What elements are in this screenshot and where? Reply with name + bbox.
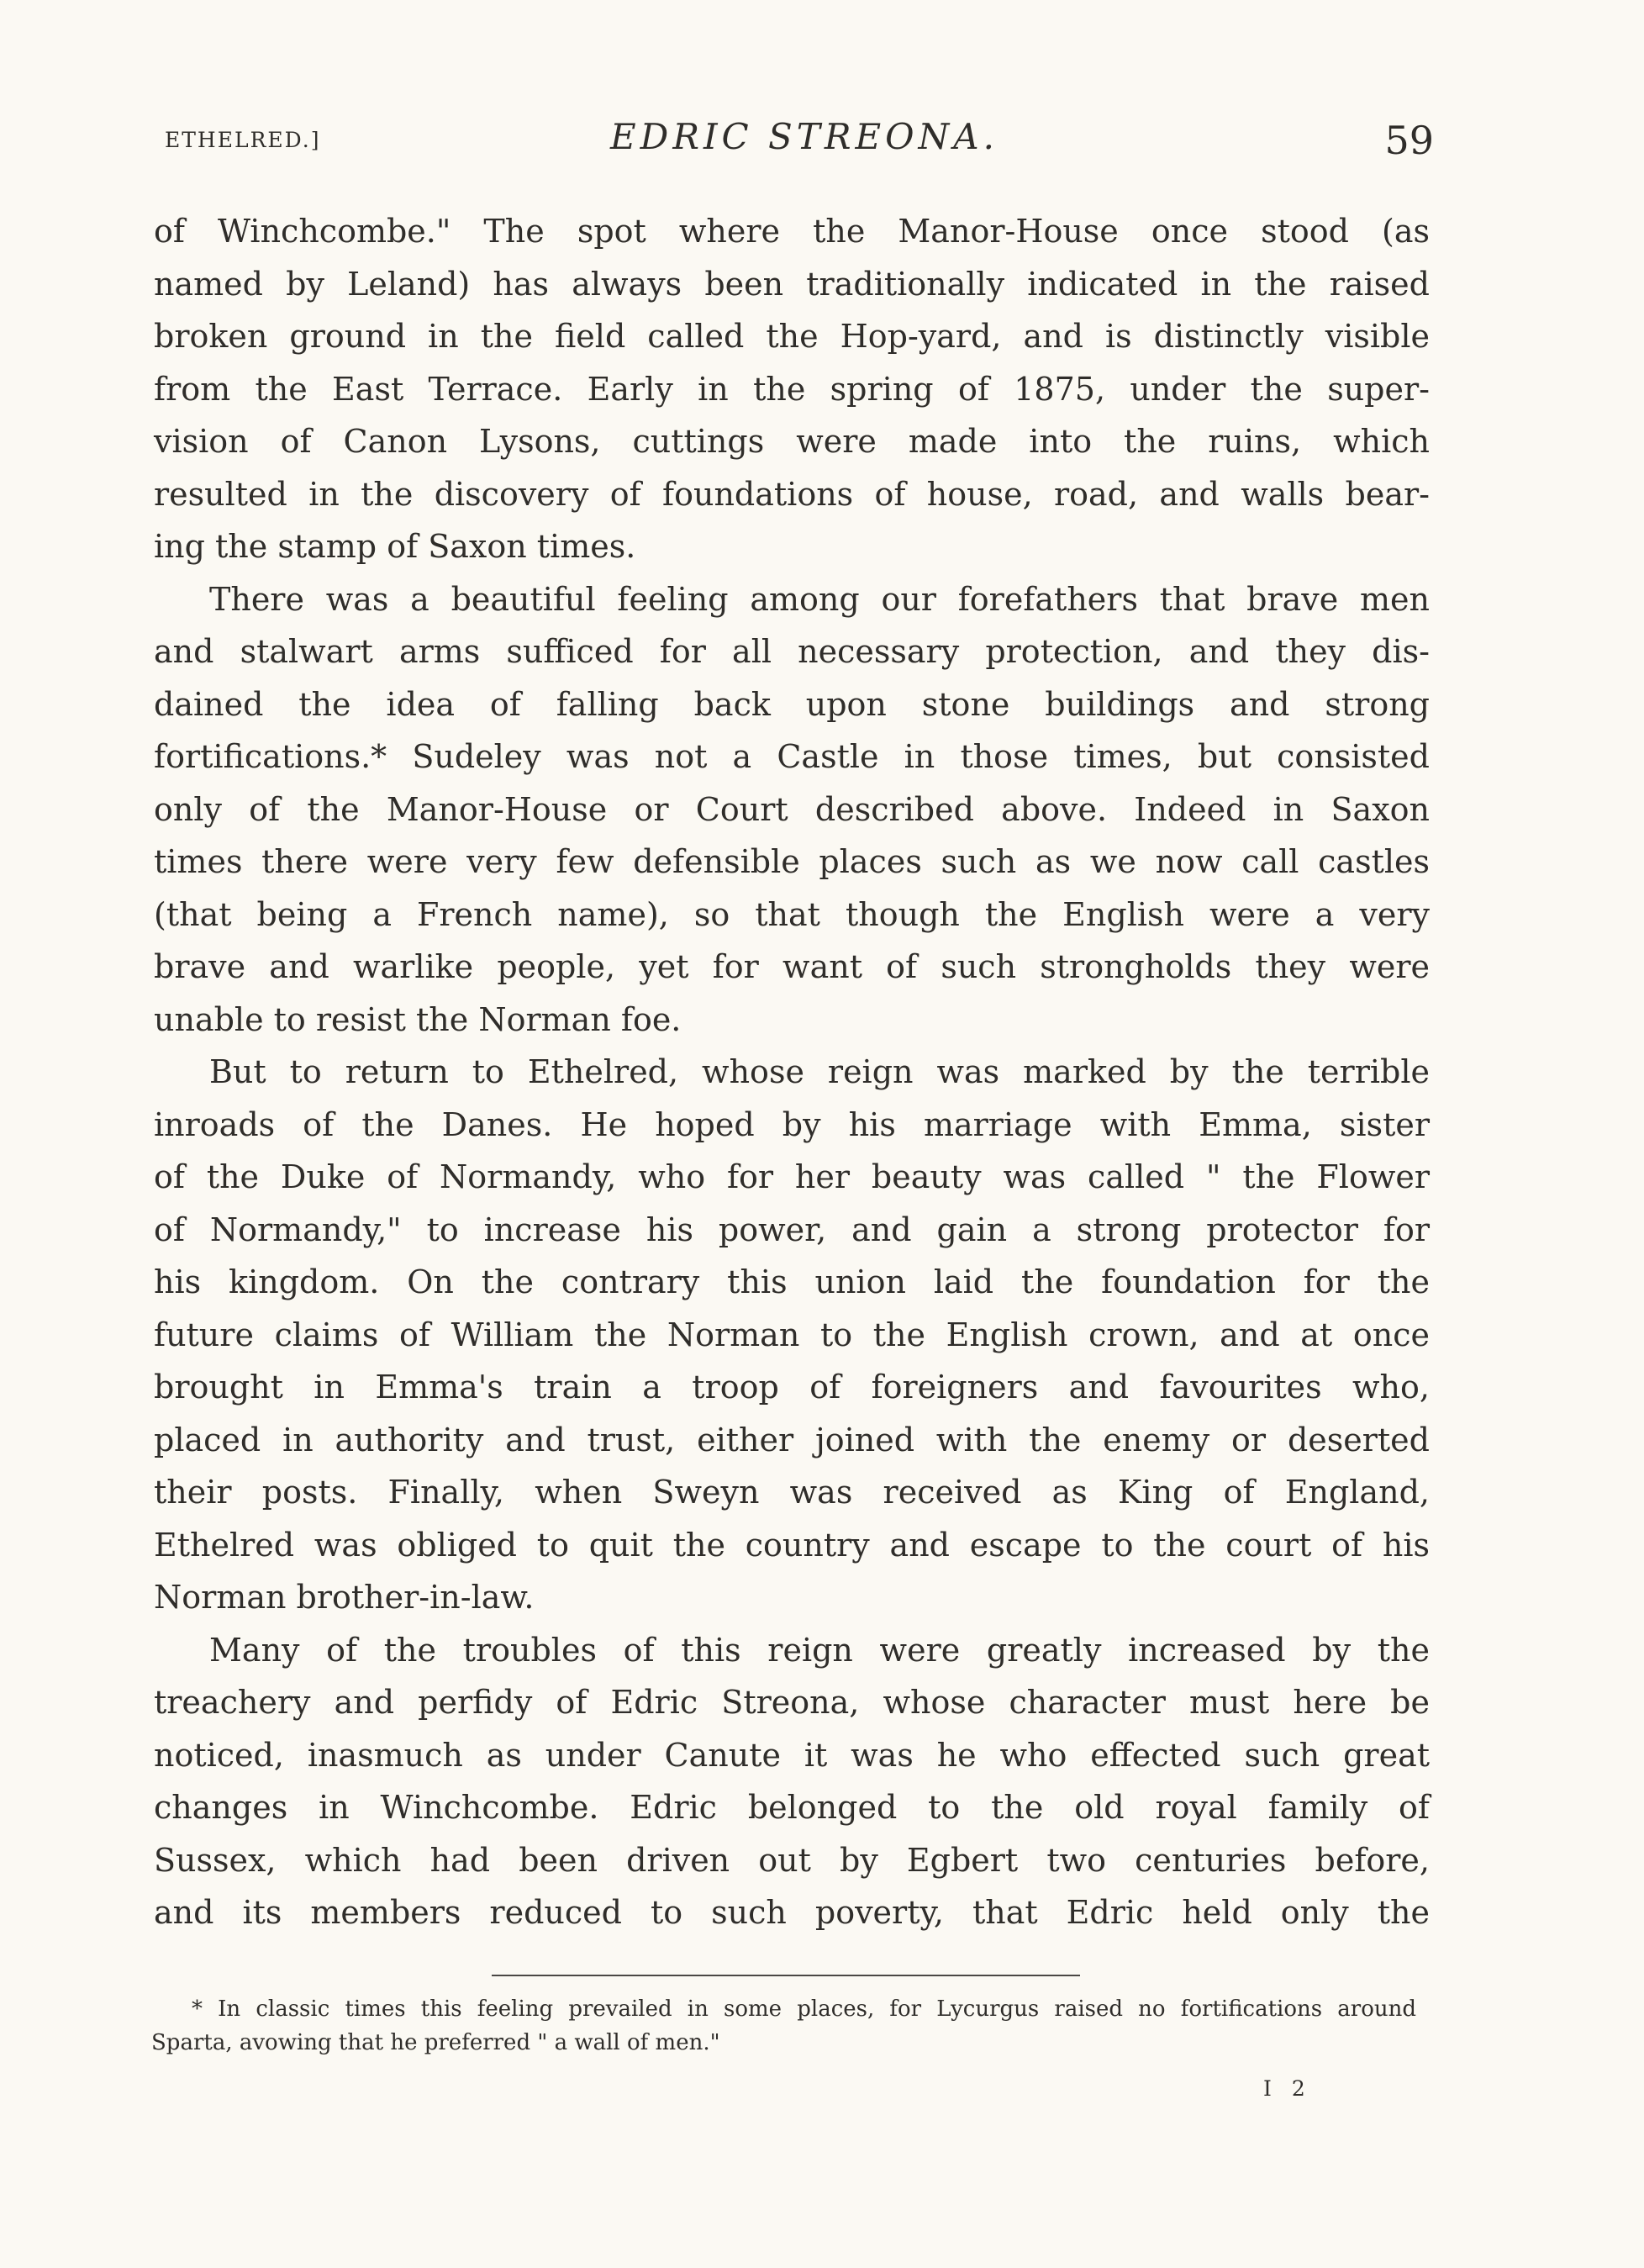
body-line: and stalwart arms sufficed for all necessary protection, and they dis- [154, 633, 1430, 670]
running-head [165, 116, 1434, 166]
body-line: Sussex, which had been driven out by Egbert two centuries before, [154, 1841, 1430, 1879]
body-line: (that being a French name), so that though the English were a very [154, 895, 1430, 933]
body-line: their posts. Finally, when Sweyn was received as King of England, [154, 1474, 1430, 1511]
body-line: Norman brother-in-law. [154, 1579, 535, 1616]
body-line: noticed, inasmuch as under Canute it was he who effected such great [154, 1736, 1430, 1774]
footnote-rule [492, 1975, 1080, 1976]
body-line: dained the idea of falling back upon stone buildings and strong [154, 685, 1430, 723]
body-line: But to return to Ethelred, whose reign was marked by the terrible [209, 1053, 1430, 1090]
running-head-title: EDRIC STREONA. [610, 116, 999, 157]
footnote-line: Sparta, avowing that he preferred " a wall of men." [151, 2030, 720, 2055]
body-line: inroads of the Danes. He hoped by his marriage with Emma, sister [154, 1105, 1430, 1143]
body-line: vision of Canon Lysons, cuttings were made into the ruins, which [154, 423, 1430, 460]
body-line: fortifications.* Sudeley was not a Castle in those times, but consisted [154, 738, 1430, 775]
body-line: broken ground in the field called the Hop-yard, and is distinctly visible [154, 318, 1430, 355]
footnote-line: * In classic times this feeling prevailed in some places, for Lycurgus raised no fortifications around [192, 1996, 1416, 2022]
body-line: brave and warlike people, yet for want of such strongholds they were [154, 948, 1430, 985]
body-line: only of the Manor-House or Court described above. Indeed in Saxon [154, 790, 1430, 828]
body-line: of Normandy," to increase his power, and gain a strong protector for [154, 1210, 1430, 1248]
body-line: changes in Winchcombe. Edric belonged to the old royal family of [154, 1789, 1430, 1826]
body-line: treachery and perfidy of Edric Streona, whose character must here be [154, 1684, 1430, 1721]
page-number: 59 [1384, 118, 1434, 163]
body-line: future claims of William the Norman to the English crown, and at once [154, 1316, 1430, 1353]
body-line: brought in Emma's train a troop of foreigners and favourites who, [154, 1369, 1430, 1406]
body-text [154, 205, 1430, 1939]
body-line: Many of the troubles of this reign were greatly increased by the [209, 1631, 1430, 1669]
body-line: and its members reduced to such poverty, that Edric held only the [154, 1894, 1430, 1931]
footnote [151, 1992, 1416, 2060]
signature-mark: I 2 [1263, 2076, 1312, 2101]
body-line: of the Duke of Normandy, who for her beauty was called " the Flower [154, 1158, 1430, 1195]
body-line: unable to resist the Norman foe. [154, 1000, 682, 1038]
body-line: resulted in the discovery of foundations of house, road, and walls bear- [154, 475, 1430, 513]
body-line: There was a beautiful feeling among our forefathers that brave men [209, 580, 1430, 618]
running-head-section: ETHELRED.] [165, 128, 321, 152]
body-line: placed in authority and trust, either joined with the enemy or deserted [154, 1421, 1430, 1458]
body-line: times there were very few defensible places such as we now call castles [154, 843, 1430, 880]
body-line: his kingdom. On the contrary this union laid the foundation for the [154, 1263, 1430, 1300]
body-line: from the East Terrace. Early in the spring of 1875, under the super- [154, 370, 1430, 408]
body-line: named by Leland) has always been traditionally indicated in the raised [154, 265, 1430, 303]
body-line: of Winchcombe." The spot where the Manor-House once stood (as [154, 213, 1430, 250]
body-line: ing the stamp of Saxon times. [154, 528, 636, 565]
body-line: Ethelred was obliged to quit the country and escape to the court of his [154, 1526, 1430, 1564]
